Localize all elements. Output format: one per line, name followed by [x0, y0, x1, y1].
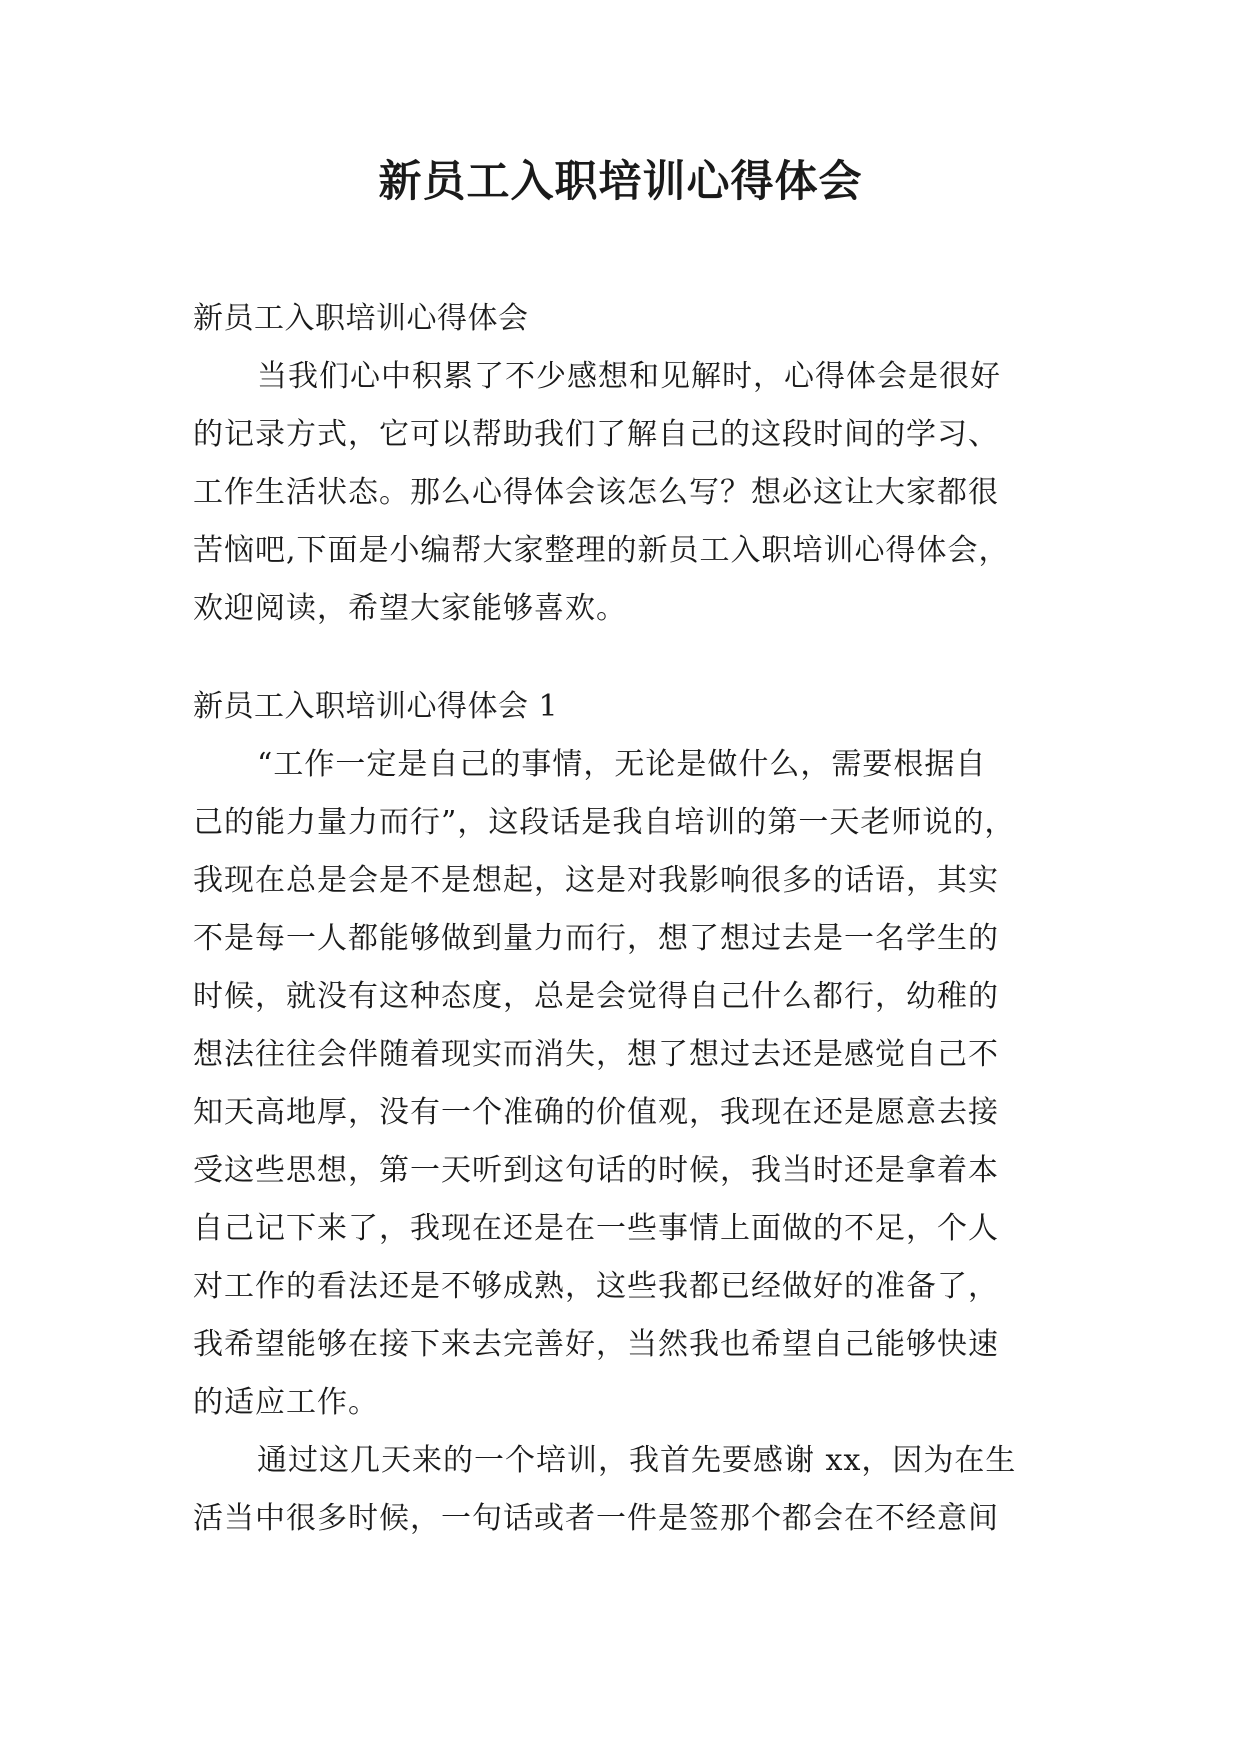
paragraph-line: 自己记下来了，我现在还是在一些事情上面做的不足，个人 [193, 1211, 999, 1246]
paragraph-line: 通过这几天来的一个培训，我首先要感谢 xx，因为在生 [257, 1443, 1017, 1478]
document-body [193, 290, 1053, 1548]
intro-line: 苦恼吧,下面是小编帮大家整理的新员工入职培训心得体会， [193, 533, 1010, 568]
paragraph-line: 想法往往会伴随着现实而消失，想了想过去还是感觉自己不 [193, 1037, 999, 1072]
intro-line: 的记录方式，它可以帮助我们了解自己的这段时间的学习、 [193, 417, 999, 452]
paragraph-line: 知天高地厚，没有一个准确的价值观，我现在还是愿意去接 [193, 1095, 999, 1130]
section1-paragraph-2 [193, 1432, 1053, 1548]
intro-line: 工作生活状态。那么心得体会该怎么写？想必这让大家都很 [193, 475, 999, 510]
intro-paragraph [193, 348, 1053, 638]
section1-paragraph-1 [193, 736, 1053, 1432]
paragraph-line: 不是每一人都能够做到量力而行，想了想过去是一名学生的 [193, 921, 999, 956]
paragraph-line: 对工作的看法还是不够成熟，这些我都已经做好的准备了， [193, 1269, 999, 1304]
section-spacer [193, 638, 1053, 678]
paragraph-line: 我现在总是会是不是想起，这是对我影响很多的话语，其实 [193, 863, 999, 898]
paragraph-line: 己的能力量力而行”，这段话是我自培训的第一天老师说的， [193, 805, 1016, 840]
paragraph-line: “工作一定是自己的事情，无论是做什么，需要根据自 [257, 747, 987, 782]
paragraph-line: 时候，就没有这种态度，总是会觉得自己什么都行，幼稚的 [193, 979, 999, 1014]
document-title: 新员工入职培训心得体会 [378, 157, 863, 207]
intro-line: 欢迎阅读，希望大家能够喜欢。 [193, 591, 627, 626]
paragraph-line: 的适应工作。 [193, 1385, 379, 1420]
paragraph-line: 活当中很多时候，一句话或者一件是签那个都会在不经意间 [193, 1501, 999, 1536]
intro-line: 当我们心中积累了不少感想和见解时，心得体会是很好 [257, 359, 1001, 394]
section-heading: 新员工入职培训心得体会 1 [193, 689, 559, 724]
document-subtitle: 新员工入职培训心得体会 [193, 301, 529, 336]
paragraph-line: 受这些思想，第一天听到这句话的时候，我当时还是拿着本 [193, 1153, 999, 1188]
paragraph-line: 我希望能够在接下来去完善好，当然我也希望自己能够快速 [193, 1327, 999, 1362]
